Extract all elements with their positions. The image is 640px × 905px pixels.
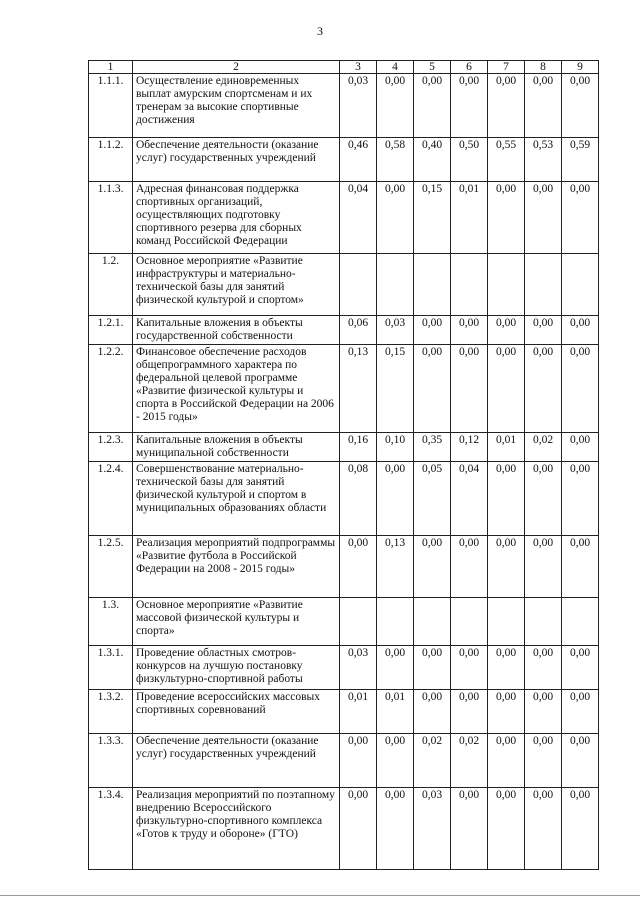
row-code: 1.2.4.	[89, 462, 133, 536]
row-value: 0,00	[377, 646, 414, 690]
row-value: 0,01	[377, 690, 414, 734]
row-value: 0,00	[377, 462, 414, 536]
row-value: 0,00	[488, 316, 525, 345]
row-name: Осуществление единовременных выплат амурским спортсменам и их тренерам за высокие спортивные достижения	[133, 74, 340, 138]
row-value: 0,58	[377, 138, 414, 182]
row-value: 0,01	[488, 433, 525, 462]
row-name: Основное мероприятие «Развитие инфраструктуры и материально-технической базы для занятий физической культурой и спортом»	[133, 254, 340, 316]
table-row	[89, 536, 599, 598]
page-number: 3	[317, 24, 323, 38]
row-value: 0,00	[488, 182, 525, 254]
row-value: 0,00	[377, 74, 414, 138]
row-value: 0,00	[414, 646, 451, 690]
row-value: 0,00	[414, 536, 451, 598]
column-header: 8	[525, 61, 562, 74]
table-row	[89, 462, 599, 536]
row-value	[562, 598, 599, 646]
row-value: 0,00	[488, 462, 525, 536]
row-value: 0,06	[340, 316, 377, 345]
row-value: 0,00	[414, 316, 451, 345]
row-value: 0,00	[414, 345, 451, 433]
row-value: 0,15	[377, 345, 414, 433]
row-value: 0,12	[451, 433, 488, 462]
row-value: 0,00	[525, 316, 562, 345]
row-value: 0,00	[377, 788, 414, 870]
row-code: 1.3.3.	[89, 734, 133, 788]
column-header: 1	[89, 61, 133, 74]
column-header: 3	[340, 61, 377, 74]
table-row	[89, 734, 599, 788]
row-value: 0,00	[525, 74, 562, 138]
column-header: 9	[562, 61, 599, 74]
table-header-row	[89, 61, 599, 74]
row-code: 1.2.3.	[89, 433, 133, 462]
row-value: 0,00	[488, 690, 525, 734]
row-value: 0,00	[377, 182, 414, 254]
table-body	[89, 74, 599, 870]
row-value: 0,00	[414, 74, 451, 138]
row-name: Капитальные вложения в объекты государственной собственности	[133, 316, 340, 345]
row-value: 0,59	[562, 138, 599, 182]
row-value: 0,16	[340, 433, 377, 462]
column-header: 7	[488, 61, 525, 74]
page-bottom-edge	[0, 895, 640, 896]
row-value: 0,00	[488, 788, 525, 870]
row-value: 0,00	[562, 536, 599, 598]
row-value: 0,00	[414, 690, 451, 734]
table-row	[89, 788, 599, 870]
table-row	[89, 74, 599, 138]
row-value: 0,04	[451, 462, 488, 536]
row-name: Совершенствование материально-технической базы для занятий физической культурой и спортом в муниципальных образованиях области	[133, 462, 340, 536]
row-value	[525, 598, 562, 646]
row-value: 0,53	[525, 138, 562, 182]
row-value: 0,00	[562, 788, 599, 870]
row-value: 0,00	[525, 345, 562, 433]
row-value: 0,00	[525, 182, 562, 254]
row-code: 1.3.	[89, 598, 133, 646]
row-value	[414, 598, 451, 646]
row-code: 1.1.3.	[89, 182, 133, 254]
row-value: 0,13	[377, 536, 414, 598]
row-value	[377, 254, 414, 316]
row-value: 0,00	[562, 345, 599, 433]
row-value	[451, 254, 488, 316]
row-value: 0,05	[414, 462, 451, 536]
row-code: 1.3.4.	[89, 788, 133, 870]
row-code: 1.2.	[89, 254, 133, 316]
row-value: 0,00	[451, 690, 488, 734]
row-value: 0,01	[451, 182, 488, 254]
row-name: Адресная финансовая поддержка спортивных организаций, осуществляющих подготовку спортивного резерва для сборных команд Российской Федерации	[133, 182, 340, 254]
row-value: 0,00	[377, 734, 414, 788]
column-header: 4	[377, 61, 414, 74]
row-value: 0,40	[414, 138, 451, 182]
row-value: 0,03	[377, 316, 414, 345]
row-value: 0,15	[414, 182, 451, 254]
row-value: 0,00	[488, 345, 525, 433]
row-value: 0,00	[340, 536, 377, 598]
row-value: 0,00	[451, 646, 488, 690]
row-value: 0,00	[488, 734, 525, 788]
row-value: 0,00	[525, 536, 562, 598]
table-row	[89, 433, 599, 462]
row-value: 0,08	[340, 462, 377, 536]
row-value: 0,00	[451, 345, 488, 433]
row-name: Реализация мероприятий подпрограммы «Развитие футбола в Российской Федерации на 2008 - 2015 годы»	[133, 536, 340, 598]
row-value: 0,00	[340, 734, 377, 788]
row-name: Обеспечение деятельности (оказание услуг) государственных учреждений	[133, 138, 340, 182]
row-value	[525, 254, 562, 316]
row-value: 0,00	[488, 74, 525, 138]
row-value: 0,00	[451, 536, 488, 598]
row-name: Проведение областных смотров-конкурсов на лучшую постановку физкультурно-спортивной работы	[133, 646, 340, 690]
row-value: 0,00	[525, 646, 562, 690]
row-value: 0,03	[340, 646, 377, 690]
row-value: 0,00	[451, 316, 488, 345]
table-row	[89, 646, 599, 690]
row-value	[377, 598, 414, 646]
row-value: 0,00	[525, 788, 562, 870]
row-name: Обеспечение деятельности (оказание услуг) государственных учреждений	[133, 734, 340, 788]
table-row	[89, 254, 599, 316]
row-value: 0,00	[562, 734, 599, 788]
row-code: 1.2.5.	[89, 536, 133, 598]
row-value: 0,02	[414, 734, 451, 788]
row-value: 0,35	[414, 433, 451, 462]
row-value: 0,00	[525, 734, 562, 788]
row-value: 0,00	[562, 646, 599, 690]
row-value: 0,00	[562, 690, 599, 734]
table-row	[89, 690, 599, 734]
row-code: 1.1.1.	[89, 74, 133, 138]
row-name: Основное мероприятие «Развитие массовой физической культуры и спорта»	[133, 598, 340, 646]
row-value: 0,00	[562, 433, 599, 462]
row-value: 0,00	[451, 788, 488, 870]
row-value: 0,03	[414, 788, 451, 870]
row-value	[488, 598, 525, 646]
row-name: Проведение всероссийских массовых спортивных соревнований	[133, 690, 340, 734]
row-value: 0,00	[525, 690, 562, 734]
row-value: 0,00	[562, 74, 599, 138]
row-value	[340, 598, 377, 646]
row-value	[340, 254, 377, 316]
table-row	[89, 345, 599, 433]
row-value: 0,02	[451, 734, 488, 788]
row-value: 0,55	[488, 138, 525, 182]
row-value: 0,00	[525, 462, 562, 536]
row-value: 0,00	[340, 788, 377, 870]
row-value: 0,01	[340, 690, 377, 734]
row-name: Реализация мероприятий по поэтапному внедрению Всероссийского физкультурно-спортивного комплекса «Готов к труду и обороне» (ГТО)	[133, 788, 340, 870]
row-value: 0,00	[562, 462, 599, 536]
row-code: 1.1.2.	[89, 138, 133, 182]
row-value: 0,10	[377, 433, 414, 462]
row-value: 0,00	[562, 316, 599, 345]
column-header: 6	[451, 61, 488, 74]
financing-table	[88, 60, 599, 870]
row-value	[451, 598, 488, 646]
row-value: 0,00	[451, 74, 488, 138]
row-name: Капитальные вложения в объекты муниципальной собственности	[133, 433, 340, 462]
column-header: 2	[133, 61, 340, 74]
row-value	[414, 254, 451, 316]
row-code: 1.2.2.	[89, 345, 133, 433]
row-value: 0,04	[340, 182, 377, 254]
table-row	[89, 316, 599, 345]
row-value: 0,03	[340, 74, 377, 138]
row-name: Финансовое обеспечение расходов общепрограммного характера по федеральной целевой программе «Развитие физической культуры и спорта в Российской Федерации на 2006 - 2015 годы»	[133, 345, 340, 433]
row-value: 0,50	[451, 138, 488, 182]
row-value: 0,00	[488, 646, 525, 690]
row-value	[562, 254, 599, 316]
row-code: 1.3.2.	[89, 690, 133, 734]
row-value: 0,46	[340, 138, 377, 182]
row-value: 0,02	[525, 433, 562, 462]
table-row	[89, 182, 599, 254]
row-value: 0,00	[562, 182, 599, 254]
row-value: 0,00	[488, 536, 525, 598]
table-row	[89, 138, 599, 182]
row-value: 0,13	[340, 345, 377, 433]
table-row	[89, 598, 599, 646]
row-value	[488, 254, 525, 316]
row-code: 1.3.1.	[89, 646, 133, 690]
column-header: 5	[414, 61, 451, 74]
row-code: 1.2.1.	[89, 316, 133, 345]
